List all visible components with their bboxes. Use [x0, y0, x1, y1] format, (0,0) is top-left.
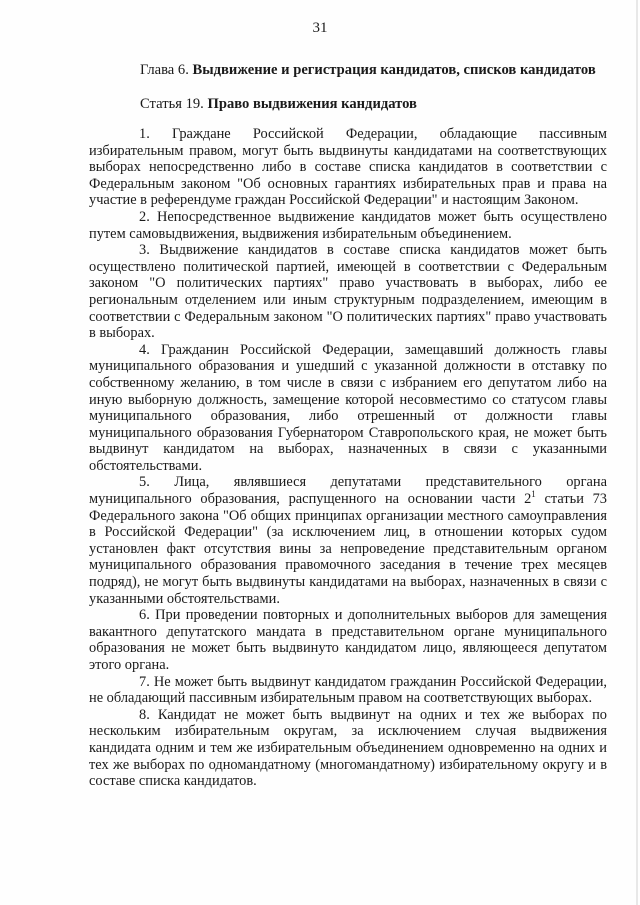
article-prefix: Статья 19.	[140, 96, 204, 112]
paragraph-1: 1. Граждане Российской Федерации, обладающие пассивным избирательным правом, могут быть выдвинуты кандидатами на соответствующих выборах непосредственно либо в составе списка кандидатов в соответствии с Федеральным законом "Об основных гарантиях избирательных прав и права на участие в референдуме граждан Российской Федерации" и настоящим Законом.	[89, 126, 607, 209]
paragraph-3: 3. Выдвижение кандидатов в составе списка кандидатов может быть осуществлено политической партией, имеющей в соответствии с Федеральным законом "О политических партиях" право участвовать в выборах, либо ее региональным отделением или иным структурным подразделением, имеющим в соответствии с Федеральным законом "О политических партиях" право участвовать в выборах.	[89, 242, 607, 342]
paragraph-7: 7. Не может быть выдвинут кандидатом гражданин Российской Федерации, не обладающий пассивным избирательным правом на соответствующих выборах.	[89, 673, 607, 707]
chapter-prefix: Глава 6.	[140, 62, 189, 78]
page-number: 31	[312, 20, 328, 36]
paragraph-4: 4. Гражданин Российской Федерации, замещавший должность главы муниципального образования и ушедший с указанной должности в отставку по собственному желанию, в том числе в связи с избранием его депутатом либо на иную выборную должность, замещение которой несовместимо со статусом главы муниципального образования, либо отрешенный от должности главы муниципального образования Губернатором Ставропольского края, не может быть выдвинут кандидатом на выборах, назначенных в связи с указанными обстоятельствами.	[89, 341, 607, 474]
paragraph-6: 6. При проведении повторных и дополнительных выборов для замещения вакантного депутатского мандата в представительном органе муниципального образования не может быть выдвинуто кандидатом лицо, являющееся депутатом этого органа.	[89, 607, 607, 673]
scan-edge	[636, 0, 638, 905]
article-body	[89, 126, 607, 790]
paragraph-5-after: статьи 73 Федерального закона "Об общих принципах организации местного самоуправления в Российской Федерации" (за исключением лиц, в отношении которых судом установлен факт отсутствия вины за непроведение представительным органом муниципального образования правомочного заседания в течение трех месяцев подряд), не могут быть выдвинуты кандидатами на выборах, назначенных в связи с указанными обстоятельствами.	[89, 491, 608, 607]
paragraph-5-superscript: 1	[531, 489, 536, 500]
paragraph-8: 8. Кандидат не может быть выдвинут на одних и тех же выборах по нескольким избирательным округам, за исключением случая выдвижения кандидата одним и тем же избирательным объединением одновременно на одних и тех же выборах по одномандатному (многомандатному) избирательному округу и в составе списка кандидатов.	[89, 706, 607, 790]
paragraph-5-before: 5. Лица, являвшиеся депутатами представительного органа муниципального образования, распущенного на основании части 2	[89, 474, 607, 508]
article-title: Право выдвижения кандидатов	[207, 96, 417, 112]
paragraph-5	[89, 474, 607, 607]
chapter-title: Выдвижение и регистрация кандидатов, списков кандидатов	[192, 62, 596, 78]
article-heading	[140, 96, 417, 113]
paragraph-2: 2. Непосредственное выдвижение кандидатов может быть осуществлено путем самовыдвижения, выдвижения избирательным объединением.	[89, 208, 607, 242]
chapter-heading	[140, 62, 596, 79]
